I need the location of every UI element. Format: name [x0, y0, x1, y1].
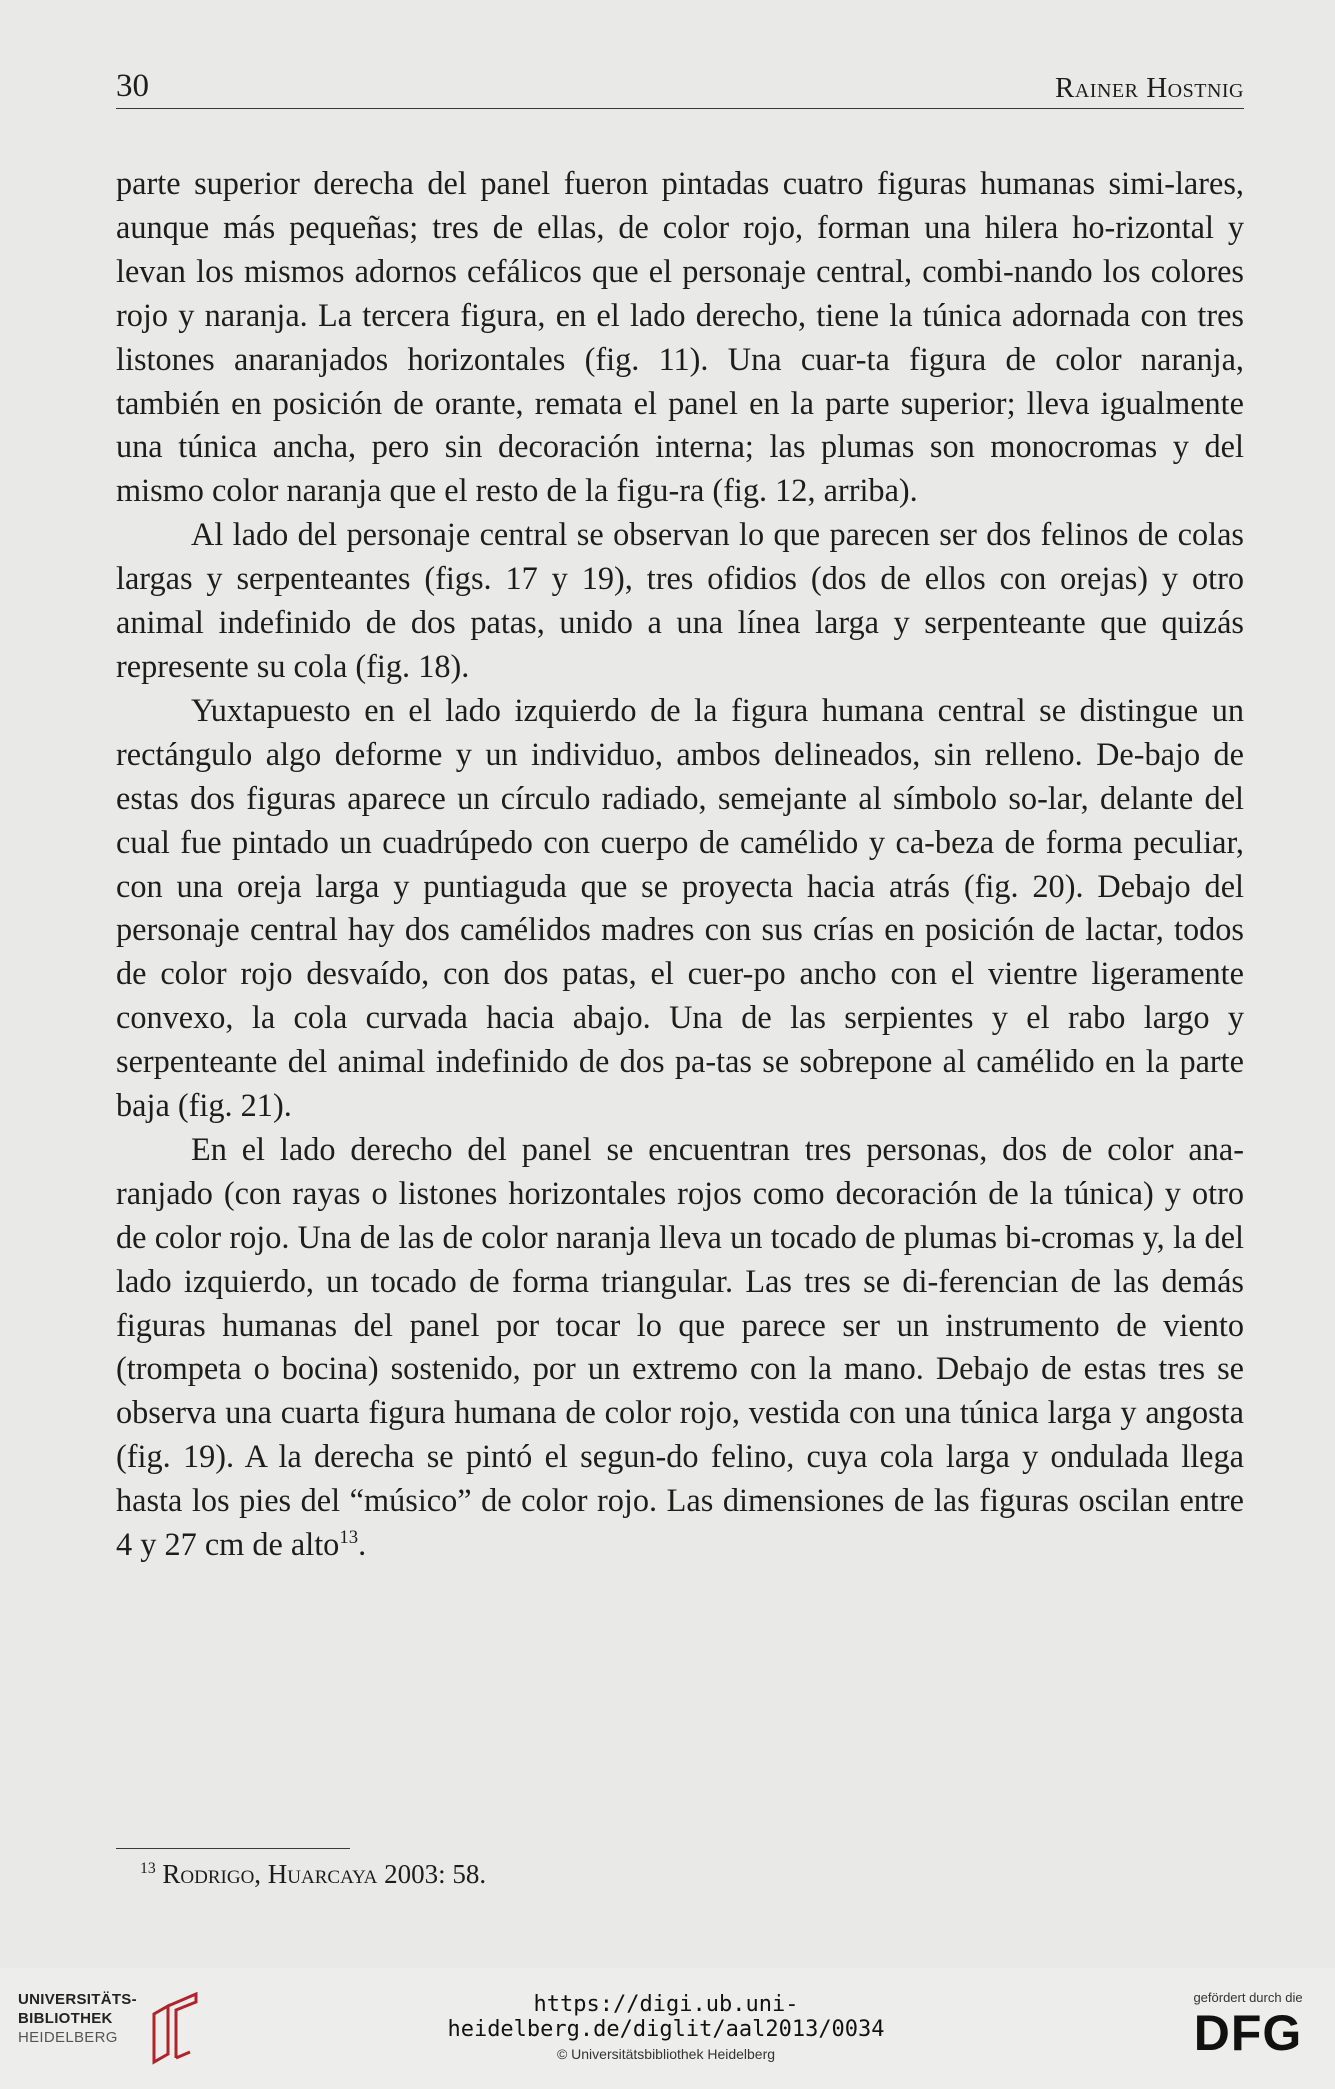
footnote-reference[interactable]: 13 [339, 1527, 359, 1549]
copyright-notice: © Universitätsbibliothek Heidelberg [556, 2046, 776, 2062]
paragraph-2: Al lado del personaje central se observan lo que parecen ser dos felinos de colas largas y serpenteantes (figs. 17 y 19), tres ofidios (dos de ellos con orejas) y otro animal indefinido de dos patas, unido a una línea larga y serpenteante que quizás represente su cola (fig. 18). [116, 516, 1244, 684]
paragraph-1: parte superior derecha del panel fueron pintadas cuatro figuras humanas simi-lares, aunque más pequeñas; tres de ellas, de color rojo, forman una hilera ho-rizontal y levan los mismos adornos cefálicos que el personaje central, combi-nando los colores rojo y naranja. La tercera figura, en el lado derecho, tiene la túnica adornada con tres listones anaranjados horizontales (fig. 11). Una cuar-ta figura de color naranja, también en posición de orante, remata el panel en la parte superior; lleva igualmente una túnica ancha, pero sin decoración interna; las plumas son monocromas y del mismo color naranja que el resto de la figu-ra (fig. 12, arriba). [116, 165, 1244, 509]
paragraph-4: En el lado derecho del panel se encuentran tres personas, dos de color ana-ranjado (con rayas o listones horizontales rojos como decoración de la túnica) y otro de color rojo. Una de las de color naranja lleva un tocado de plumas bi-cromas y, la del lado izquierdo, un tocado de forma triangular. Las tres se di-ferencian de las demás figuras humanas del panel por tocar lo que parece ser un instrumento de viento (trompeta o bocina) sostenido, por un extremo con la mano. Debajo de estas tres se observa una cuarta figura humana de color rojo, vestida con una túnica larga y angosta (fig. 19). A la derecha se pintó el segun-do felino, cuya cola larga y ondulada llega hasta los pies del “músico” de color rojo. Las dimensiones de las figuras oscilan entre 4 y 27 cm de alto$^{13}$. [116, 1130, 1244, 1563]
university-library-logo[interactable] [18, 1990, 198, 2070]
footnote-citation: 2003: 58. [377, 1859, 487, 1889]
dfg-logo-text: DFG [1193, 2005, 1303, 2061]
running-head: Rainer Hostnig [1055, 72, 1244, 104]
library-name-line-2: BIBLIOTHEK [18, 2010, 113, 2027]
paragraph-4-text: En el lado derecho del panel se encuentran tres personas, dos de color ana-ranjado (con rayas o listones horizontales rojos como decoración de la túnica) y otro de color rojo. Una de las de color naranja lleva un tocado de plumas bi-cromas y, la del lado izquierdo, un tocado de forma triangular. Las tres se di-ferencian de las demás figuras humanas del panel por tocar lo que parece ser un instrumento de viento (trompeta o bocina) sostenido, por un extremo con la mano. Debajo de estas tres se observa una cuarta figura humana de color rojo, vestida con una túnica larga y angosta (fig. 19). A la derecha se pintó el segun-do felino, cuya cola larga y ondulada llega hasta los pies del “músico” de color rojo. Las dimensiones de las figuras oscilan entre 4 y 27 cm de alto [116, 1130, 1244, 1563]
footnote-number: 13 [140, 1860, 156, 1877]
page-number: 30 [116, 68, 149, 104]
body-text [116, 162, 1244, 1567]
permalink-url[interactable]: https://digi.ub.uni-heidelberg.de/diglit/aal2013/0034 [447, 1992, 885, 2042]
library-name-line-3: HEIDELBERG [18, 2029, 118, 2046]
library-emblem-icon [150, 1992, 202, 2066]
funded-by-caption: gefördert durch die [1193, 1990, 1303, 2005]
footnote-rule [116, 1848, 350, 1849]
library-name-line-1: UNIVERSITÄTS- [18, 1991, 137, 2008]
footnote [140, 1854, 486, 1894]
dfg-funding-logo[interactable] [1183, 1990, 1313, 2061]
digitization-footer [0, 1968, 1335, 2089]
paragraph-3: Yuxtapuesto en el lado izquierdo de la figura humana central se distingue un rectángulo algo deforme y un individuo, ambos delineados, sin relleno. De-bajo de estas dos figuras aparece un círculo radiado, semejante al símbolo so-lar, delante del cual fue pintado un cuadrúpedo con cuerpo de camélido y ca-beza de forma peculiar, con una oreja larga y puntiaguda que se proyecta hacia atrás (fig. 20). Debajo del personaje central hay dos camélidos madres con sus crías en posición de lactar, todos de color rojo desvaído, con dos patas, el cuer-po ancho con el vientre ligeramente convexo, la cola curvada hacia abajo. Una de las serpientes y el rabo largo y serpenteante del animal indefinido de dos pa-tas se sobrepone al camélido en la parte baja (fig. 21). [116, 691, 1244, 1124]
page-header [116, 64, 1244, 109]
footnote-authors: Rodrigo, Huarcaya [162, 1859, 378, 1889]
